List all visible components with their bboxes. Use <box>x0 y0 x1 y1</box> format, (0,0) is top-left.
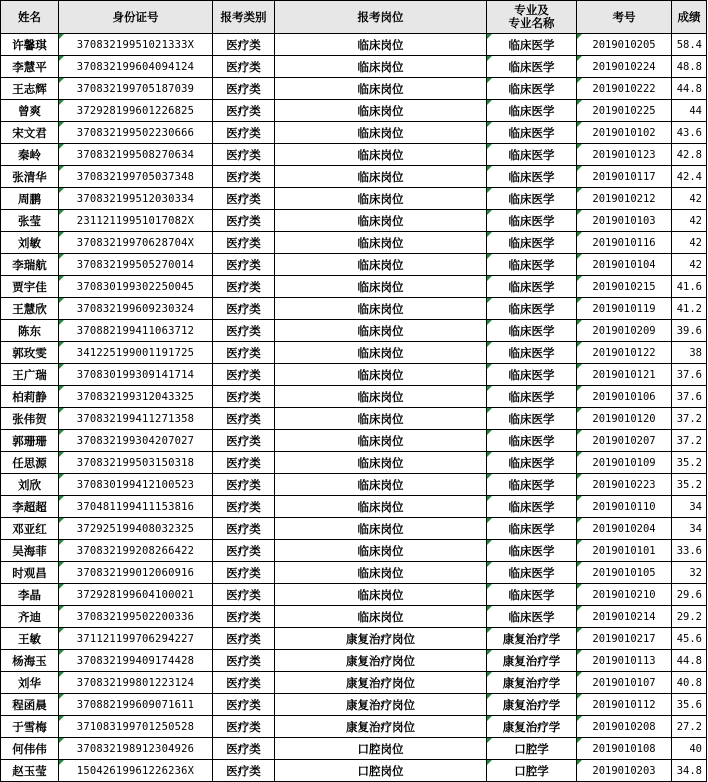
cell-category: 医疗类 <box>213 298 275 320</box>
cell-major: 临床医学 <box>487 408 577 430</box>
cell-score: 40.8 <box>672 672 707 694</box>
cell-name: 秦岭 <box>1 144 59 166</box>
cell-exam-no: 2019010109 <box>577 452 672 474</box>
cell-position: 临床岗位 <box>275 254 487 276</box>
cell-score: 41.6 <box>672 276 707 298</box>
cell-exam-no: 2019010217 <box>577 628 672 650</box>
cell-score: 37.2 <box>672 408 707 430</box>
cell-position: 临床岗位 <box>275 100 487 122</box>
cell-exam-no: 2019010103 <box>577 210 672 232</box>
cell-id-number: 341225199001191725 <box>59 342 213 364</box>
cell-name: 任思源 <box>1 452 59 474</box>
cell-name: 陈东 <box>1 320 59 342</box>
header-category: 报考类别 <box>213 1 275 34</box>
table-row <box>1 56 707 78</box>
cell-position: 临床岗位 <box>275 386 487 408</box>
cell-major: 临床医学 <box>487 34 577 56</box>
cell-category: 医疗类 <box>213 628 275 650</box>
cell-position: 临床岗位 <box>275 320 487 342</box>
cell-major: 康复治疗学 <box>487 672 577 694</box>
cell-exam-no: 2019010208 <box>577 716 672 738</box>
cell-position: 临床岗位 <box>275 210 487 232</box>
cell-position: 口腔岗位 <box>275 760 487 782</box>
table-row <box>1 122 707 144</box>
cell-position: 康复治疗岗位 <box>275 628 487 650</box>
cell-score: 44.8 <box>672 78 707 100</box>
table-row <box>1 474 707 496</box>
cell-major: 临床医学 <box>487 122 577 144</box>
cell-id-number: 370882199411063712 <box>59 320 213 342</box>
cell-id-number: 372925199408032325 <box>59 518 213 540</box>
cell-id-number: 23112119951017082X <box>59 210 213 232</box>
cell-exam-no: 2019010222 <box>577 78 672 100</box>
cell-exam-no: 2019010215 <box>577 276 672 298</box>
table-row <box>1 540 707 562</box>
table-row <box>1 100 707 122</box>
table-row <box>1 408 707 430</box>
cell-id-number: 370832199508270634 <box>59 144 213 166</box>
cell-id-number: 371121199706294227 <box>59 628 213 650</box>
cell-category: 医疗类 <box>213 188 275 210</box>
cell-score: 44 <box>672 100 707 122</box>
cell-name: 王慧欣 <box>1 298 59 320</box>
cell-category: 医疗类 <box>213 210 275 232</box>
cell-category: 医疗类 <box>213 716 275 738</box>
cell-category: 医疗类 <box>213 606 275 628</box>
cell-category: 医疗类 <box>213 672 275 694</box>
cell-exam-no: 2019010223 <box>577 474 672 496</box>
table-body <box>1 34 707 782</box>
table-row <box>1 320 707 342</box>
cell-exam-no: 2019010113 <box>577 650 672 672</box>
cell-id-number: 370832199503150318 <box>59 452 213 474</box>
cell-score: 43.6 <box>672 122 707 144</box>
cell-id-number: 37083219970628704X <box>59 232 213 254</box>
cell-category: 医疗类 <box>213 496 275 518</box>
cell-exam-no: 2019010214 <box>577 606 672 628</box>
cell-major: 临床医学 <box>487 166 577 188</box>
cell-category: 医疗类 <box>213 474 275 496</box>
cell-id-number: 370832199411271358 <box>59 408 213 430</box>
cell-position: 康复治疗岗位 <box>275 694 487 716</box>
cell-name: 郭玫雯 <box>1 342 59 364</box>
cell-name: 于雪梅 <box>1 716 59 738</box>
cell-category: 医疗类 <box>213 320 275 342</box>
cell-name: 齐迪 <box>1 606 59 628</box>
cell-major: 临床医学 <box>487 320 577 342</box>
cell-major: 临床医学 <box>487 144 577 166</box>
header-id-number: 身份证号 <box>59 1 213 34</box>
cell-major: 临床医学 <box>487 430 577 452</box>
cell-position: 临床岗位 <box>275 298 487 320</box>
cell-position: 临床岗位 <box>275 518 487 540</box>
cell-major: 临床医学 <box>487 452 577 474</box>
cell-score: 45.6 <box>672 628 707 650</box>
cell-major: 康复治疗学 <box>487 628 577 650</box>
table-row <box>1 34 707 56</box>
table-row <box>1 716 707 738</box>
table-row <box>1 78 707 100</box>
cell-score: 34 <box>672 518 707 540</box>
cell-major: 临床医学 <box>487 210 577 232</box>
cell-id-number: 370882199609071611 <box>59 694 213 716</box>
cell-id-number: 370832199502230666 <box>59 122 213 144</box>
cell-position: 康复治疗岗位 <box>275 672 487 694</box>
cell-name: 李晶 <box>1 584 59 606</box>
cell-major: 临床医学 <box>487 386 577 408</box>
cell-id-number: 370830199302250045 <box>59 276 213 298</box>
cell-position: 临床岗位 <box>275 144 487 166</box>
cell-category: 医疗类 <box>213 342 275 364</box>
cell-score: 35.6 <box>672 694 707 716</box>
cell-name: 刘敏 <box>1 232 59 254</box>
cell-score: 42 <box>672 188 707 210</box>
cell-id-number: 370832199604094124 <box>59 56 213 78</box>
table-row <box>1 738 707 760</box>
cell-id-number: 370832199012060916 <box>59 562 213 584</box>
cell-position: 口腔岗位 <box>275 738 487 760</box>
cell-exam-no: 2019010102 <box>577 122 672 144</box>
cell-score: 35.2 <box>672 452 707 474</box>
cell-id-number: 370832199409174428 <box>59 650 213 672</box>
cell-major: 临床医学 <box>487 606 577 628</box>
cell-major: 口腔学 <box>487 760 577 782</box>
cell-major: 康复治疗学 <box>487 650 577 672</box>
cell-score: 58.4 <box>672 34 707 56</box>
cell-category: 医疗类 <box>213 694 275 716</box>
cell-name: 何伟伟 <box>1 738 59 760</box>
table-row <box>1 650 707 672</box>
cell-id-number: 370832199208266422 <box>59 540 213 562</box>
cell-name: 贾宇佳 <box>1 276 59 298</box>
cell-score: 39.6 <box>672 320 707 342</box>
cell-name: 曾爽 <box>1 100 59 122</box>
table-row <box>1 166 707 188</box>
cell-position: 临床岗位 <box>275 496 487 518</box>
cell-position: 临床岗位 <box>275 342 487 364</box>
cell-category: 医疗类 <box>213 540 275 562</box>
cell-name: 张伟贺 <box>1 408 59 430</box>
cell-name: 李瑞航 <box>1 254 59 276</box>
cell-id-number: 370832199304207027 <box>59 430 213 452</box>
table-row <box>1 496 707 518</box>
cell-score: 29.6 <box>672 584 707 606</box>
table-row <box>1 364 707 386</box>
cell-position: 康复治疗岗位 <box>275 716 487 738</box>
header-major <box>487 1 577 34</box>
cell-score: 37.6 <box>672 386 707 408</box>
cell-category: 医疗类 <box>213 430 275 452</box>
cell-major: 临床医学 <box>487 562 577 584</box>
cell-category: 医疗类 <box>213 760 275 782</box>
cell-id-number: 370832199505270014 <box>59 254 213 276</box>
cell-exam-no: 2019010117 <box>577 166 672 188</box>
cell-exam-no: 2019010203 <box>577 760 672 782</box>
cell-name: 王志辉 <box>1 78 59 100</box>
cell-exam-no: 2019010112 <box>577 694 672 716</box>
cell-id-number: 370832199705037348 <box>59 166 213 188</box>
cell-name: 王敏 <box>1 628 59 650</box>
cell-exam-no: 2019010204 <box>577 518 672 540</box>
table-row <box>1 430 707 452</box>
cell-name: 吴海菲 <box>1 540 59 562</box>
cell-score: 34 <box>672 496 707 518</box>
table-row <box>1 342 707 364</box>
cell-score: 41.2 <box>672 298 707 320</box>
cell-score: 27.2 <box>672 716 707 738</box>
cell-position: 康复治疗岗位 <box>275 650 487 672</box>
table-row <box>1 584 707 606</box>
cell-position: 临床岗位 <box>275 78 487 100</box>
cell-name: 柏莉静 <box>1 386 59 408</box>
cell-name: 许馨琪 <box>1 34 59 56</box>
cell-major: 临床医学 <box>487 56 577 78</box>
table-row <box>1 188 707 210</box>
cell-category: 医疗类 <box>213 276 275 298</box>
cell-category: 医疗类 <box>213 254 275 276</box>
table-row <box>1 694 707 716</box>
cell-name: 邓亚红 <box>1 518 59 540</box>
cell-exam-no: 2019010110 <box>577 496 672 518</box>
cell-score: 37.2 <box>672 430 707 452</box>
cell-position: 临床岗位 <box>275 452 487 474</box>
cell-major: 临床医学 <box>487 518 577 540</box>
table-row <box>1 254 707 276</box>
cell-name: 刘华 <box>1 672 59 694</box>
cell-position: 临床岗位 <box>275 34 487 56</box>
cell-exam-no: 2019010225 <box>577 100 672 122</box>
table-row <box>1 452 707 474</box>
cell-category: 医疗类 <box>213 364 275 386</box>
cell-name: 刘欣 <box>1 474 59 496</box>
cell-major: 临床医学 <box>487 342 577 364</box>
cell-id-number: 370830199309141714 <box>59 364 213 386</box>
cell-major: 临床医学 <box>487 100 577 122</box>
cell-position: 临床岗位 <box>275 56 487 78</box>
cell-category: 医疗类 <box>213 56 275 78</box>
cell-id-number: 370830199412100523 <box>59 474 213 496</box>
cell-major: 临床医学 <box>487 276 577 298</box>
cell-exam-no: 2019010224 <box>577 56 672 78</box>
cell-exam-no: 2019010207 <box>577 430 672 452</box>
table-row <box>1 276 707 298</box>
cell-exam-no: 2019010119 <box>577 298 672 320</box>
cell-position: 临床岗位 <box>275 408 487 430</box>
cell-major: 康复治疗学 <box>487 694 577 716</box>
cell-name: 宋文君 <box>1 122 59 144</box>
cell-category: 医疗类 <box>213 386 275 408</box>
cell-score: 29.2 <box>672 606 707 628</box>
cell-id-number: 37083219951021333X <box>59 34 213 56</box>
cell-category: 医疗类 <box>213 650 275 672</box>
cell-category: 医疗类 <box>213 562 275 584</box>
table-row <box>1 760 707 782</box>
header-major-line2: 专业名称 <box>508 16 555 30</box>
cell-name: 赵玉莹 <box>1 760 59 782</box>
table-row <box>1 562 707 584</box>
cell-id-number: 370832199312043325 <box>59 386 213 408</box>
cell-major: 临床医学 <box>487 474 577 496</box>
cell-id-number: 370832199502200336 <box>59 606 213 628</box>
cell-score: 32 <box>672 562 707 584</box>
cell-category: 医疗类 <box>213 452 275 474</box>
cell-name: 郭珊珊 <box>1 430 59 452</box>
cell-major: 临床医学 <box>487 232 577 254</box>
cell-score: 33.6 <box>672 540 707 562</box>
cell-id-number: 15042619961226236X <box>59 760 213 782</box>
table-row <box>1 672 707 694</box>
table-row <box>1 386 707 408</box>
cell-major: 临床医学 <box>487 540 577 562</box>
cell-position: 临床岗位 <box>275 188 487 210</box>
table-row <box>1 210 707 232</box>
cell-category: 医疗类 <box>213 408 275 430</box>
cell-category: 医疗类 <box>213 100 275 122</box>
cell-category: 医疗类 <box>213 122 275 144</box>
cell-major: 口腔学 <box>487 738 577 760</box>
cell-exam-no: 2019010210 <box>577 584 672 606</box>
cell-id-number: 370832198912304926 <box>59 738 213 760</box>
cell-position: 临床岗位 <box>275 430 487 452</box>
cell-score: 37.6 <box>672 364 707 386</box>
cell-position: 临床岗位 <box>275 562 487 584</box>
cell-major: 临床医学 <box>487 188 577 210</box>
cell-position: 临床岗位 <box>275 474 487 496</box>
cell-position: 临床岗位 <box>275 166 487 188</box>
cell-exam-no: 2019010121 <box>577 364 672 386</box>
cell-category: 医疗类 <box>213 78 275 100</box>
header-major-line1: 专业及 <box>514 3 549 17</box>
cell-name: 李慧平 <box>1 56 59 78</box>
cell-name: 李超超 <box>1 496 59 518</box>
table-row <box>1 232 707 254</box>
cell-id-number: 370832199801223124 <box>59 672 213 694</box>
cell-major: 临床医学 <box>487 584 577 606</box>
cell-exam-no: 2019010122 <box>577 342 672 364</box>
table-row <box>1 144 707 166</box>
table-row <box>1 518 707 540</box>
cell-id-number: 372928199601226825 <box>59 100 213 122</box>
cell-score: 42 <box>672 210 707 232</box>
table-row <box>1 298 707 320</box>
cell-score: 34.8 <box>672 760 707 782</box>
cell-score: 38 <box>672 342 707 364</box>
cell-score: 42.8 <box>672 144 707 166</box>
cell-category: 医疗类 <box>213 232 275 254</box>
cell-exam-no: 2019010105 <box>577 562 672 584</box>
cell-name: 周鹏 <box>1 188 59 210</box>
cell-name: 张莹 <box>1 210 59 232</box>
cell-category: 医疗类 <box>213 144 275 166</box>
header-score: 成绩 <box>672 1 707 34</box>
cell-major: 临床医学 <box>487 254 577 276</box>
header-row <box>1 1 707 34</box>
cell-exam-no: 2019010101 <box>577 540 672 562</box>
cell-position: 临床岗位 <box>275 364 487 386</box>
header-position: 报考岗位 <box>275 1 487 34</box>
cell-score: 40 <box>672 738 707 760</box>
header-name: 姓名 <box>1 1 59 34</box>
cell-score: 48.8 <box>672 56 707 78</box>
cell-name: 程函晨 <box>1 694 59 716</box>
cell-score: 42 <box>672 254 707 276</box>
cell-id-number: 371083199701250528 <box>59 716 213 738</box>
cell-exam-no: 2019010212 <box>577 188 672 210</box>
cell-category: 医疗类 <box>213 584 275 606</box>
cell-position: 临床岗位 <box>275 606 487 628</box>
cell-exam-no: 2019010209 <box>577 320 672 342</box>
cell-id-number: 372928199604100021 <box>59 584 213 606</box>
cell-exam-no: 2019010104 <box>577 254 672 276</box>
cell-major: 临床医学 <box>487 496 577 518</box>
cell-exam-no: 2019010205 <box>577 34 672 56</box>
cell-id-number: 370832199705187039 <box>59 78 213 100</box>
cell-name: 张清华 <box>1 166 59 188</box>
cell-position: 临床岗位 <box>275 540 487 562</box>
cell-id-number: 370832199512030334 <box>59 188 213 210</box>
table-row <box>1 628 707 650</box>
cell-exam-no: 2019010120 <box>577 408 672 430</box>
cell-score: 42.4 <box>672 166 707 188</box>
cell-major: 临床医学 <box>487 364 577 386</box>
cell-id-number: 370832199609230324 <box>59 298 213 320</box>
cell-score: 44.8 <box>672 650 707 672</box>
cell-major: 临床医学 <box>487 78 577 100</box>
cell-position: 临床岗位 <box>275 122 487 144</box>
cell-position: 临床岗位 <box>275 232 487 254</box>
cell-name: 王广瑞 <box>1 364 59 386</box>
header-exam-no: 考号 <box>577 1 672 34</box>
cell-position: 临床岗位 <box>275 584 487 606</box>
cell-exam-no: 2019010106 <box>577 386 672 408</box>
cell-score: 35.2 <box>672 474 707 496</box>
cell-name: 杨海玉 <box>1 650 59 672</box>
cell-exam-no: 2019010108 <box>577 738 672 760</box>
cell-exam-no: 2019010107 <box>577 672 672 694</box>
cell-major: 康复治疗学 <box>487 716 577 738</box>
cell-exam-no: 2019010123 <box>577 144 672 166</box>
cell-exam-no: 2019010116 <box>577 232 672 254</box>
cell-category: 医疗类 <box>213 166 275 188</box>
cell-name: 时观昌 <box>1 562 59 584</box>
cell-major: 临床医学 <box>487 298 577 320</box>
cell-category: 医疗类 <box>213 738 275 760</box>
table-row <box>1 606 707 628</box>
cell-id-number: 370481199411153816 <box>59 496 213 518</box>
cell-category: 医疗类 <box>213 34 275 56</box>
cell-position: 临床岗位 <box>275 276 487 298</box>
cell-category: 医疗类 <box>213 518 275 540</box>
cell-score: 42 <box>672 232 707 254</box>
